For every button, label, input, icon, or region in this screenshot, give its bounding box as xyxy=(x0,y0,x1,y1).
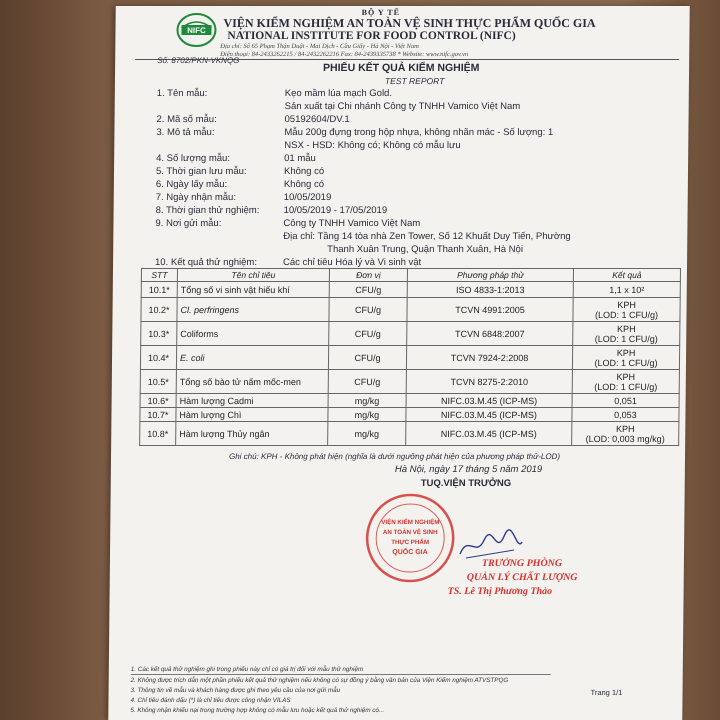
cell-name: Hàm lượng Cadmi xyxy=(176,394,328,408)
cell-result xyxy=(572,408,679,422)
cell-stt: 10.7* xyxy=(140,408,176,422)
cell-method: TCVN 8275-2:2010 xyxy=(406,370,572,394)
result-line: KPH xyxy=(615,423,635,434)
field-value: Mẫu 200g đựng trong hộp nhựa, không nhãn mác - Số lượng: 1 xyxy=(284,127,554,138)
cell-method: NIFC.03.M.45 (ICP-MS) xyxy=(406,422,572,446)
result-line: (LOD: 1 CFU/g) xyxy=(594,381,658,392)
field-value: Công ty TNHH Vamico Việt Nam xyxy=(283,218,421,229)
table-row xyxy=(141,322,680,346)
field-label: 4. Số lượng mẫu: xyxy=(156,153,231,164)
result-line: KPH xyxy=(616,347,636,358)
institute-name-en: NATIONAL INSTITUTE FOR FOOD CONTROL (NIFC) xyxy=(227,30,516,42)
cell-result xyxy=(573,322,680,346)
field-label: 10. Kết quả thử nghiệm: xyxy=(154,257,258,268)
table-row xyxy=(141,298,680,322)
field-label: 8. Thời gian thử nghiệm: xyxy=(155,205,260,216)
cell-result xyxy=(572,370,679,394)
field-label: 9. Nơi gửi mẫu: xyxy=(155,218,222,229)
result-line: (LOD: 1 CFU/g) xyxy=(594,309,659,320)
cell-unit: CFU/g xyxy=(329,282,407,298)
cell-result xyxy=(573,298,680,322)
institute-name-vi: VIỆN KIỂM NGHIỆM AN TOÀN VỆ SINH THỰC PHẨM QUỐC GIA xyxy=(223,16,596,30)
note-text: Ghi chú: KPH - Không phát hiện (nghĩa là dưới ngưỡng phát hiện của phương pháp thử-LOD) xyxy=(228,452,561,461)
cell-stt: 10.3* xyxy=(141,322,177,346)
table-row xyxy=(140,370,679,394)
result-line: 0,051 xyxy=(614,395,637,406)
cell-result xyxy=(572,346,679,370)
field-value: 05192604/DV.1 xyxy=(284,114,350,125)
result-line: (LOD: 1 CFU/g) xyxy=(594,333,658,344)
field-value: Các chỉ tiêu Hóa lý và Vi sinh vật xyxy=(282,257,422,268)
field-value: Không có xyxy=(283,179,325,190)
field-value: Kẹo mầm lúa mạch Gold. xyxy=(284,88,393,99)
result-line: KPH xyxy=(616,371,636,382)
result-line: (LOD: 0,003 mg/kg) xyxy=(585,433,665,444)
signatory-title: TUQ.VIỆN TRƯỞNG xyxy=(420,478,512,489)
nifc-logo xyxy=(175,12,217,48)
cell-method: TCVN 7924-2:2008 xyxy=(406,346,572,370)
cell-stt: 10.2* xyxy=(141,298,177,322)
footnote: 5. Không nhận khiếu nại trong trường hợp không có mẫu lưu hoặc kết quả thử nghiệm có... xyxy=(130,707,385,714)
institute-address: Địa chỉ: Số 65 Phạm Thận Duật - Mai Dịch - Cầu Giấy - Hà Nội - Việt Nam xyxy=(220,43,419,50)
column-header: Đơn vị xyxy=(329,269,407,282)
stamp-line: VIỆN KIỂM NGHIỆM xyxy=(381,519,440,526)
cell-unit: mg/kg xyxy=(328,394,406,408)
report-title: PHIẾU KẾT QUẢ KIỂM NGHIỆM xyxy=(323,62,480,74)
table-row xyxy=(140,346,679,370)
institute-contacts: Điện thoại: 84-2433262215 / 84-2432262216 Fax: 84-2439335738 * Website: www.nifc.gov.vn xyxy=(220,51,469,58)
result-line: (LOD: 1 CFU/g) xyxy=(594,357,658,368)
report-subtitle: TEST REPORT xyxy=(384,76,445,86)
cell-name: Coliforms xyxy=(177,322,329,346)
cell-name: Hàm lượng Chì xyxy=(176,408,328,422)
cell-method: NIFC.03.M.45 (ICP-MS) xyxy=(406,394,572,408)
table-row xyxy=(140,422,679,446)
field-label: 7. Ngày nhận mẫu: xyxy=(155,192,237,203)
field-value: 01 mẫu xyxy=(284,153,316,164)
field-value: Thanh Xuân Trung, Quận Thanh Xuân, Hà Nội xyxy=(327,244,524,255)
cell-method: TCVN 4991:2005 xyxy=(407,298,573,322)
stamp-line: QUỐC GIA xyxy=(392,549,428,556)
cell-method: ISO 4833-1:2013 xyxy=(407,282,573,298)
results-table xyxy=(139,268,681,446)
test-report-document xyxy=(108,6,689,720)
field-label: 1. Tên mẫu: xyxy=(156,88,208,99)
footnote: 2. Không được trích dẫn một phần phiếu kết quả thử nghiệm nếu không có sự đồng ý bằng văn bản của Viện Kiểm nghiệm ATVSTPQG xyxy=(130,677,509,684)
cell-unit: mg/kg xyxy=(328,408,406,422)
signer-name: TS. Lê Thị Phương Thảo xyxy=(447,586,553,597)
cell-method: NIFC.03.M.45 (ICP-MS) xyxy=(406,408,572,422)
table-row xyxy=(140,408,679,422)
page-number: Trang 1/1 xyxy=(590,688,623,697)
signer-position: TRƯỞNG PHÒNG xyxy=(481,558,563,569)
field-value: Sản xuất tại Chi nhánh Công ty TNHH Vamico Việt Nam xyxy=(284,101,521,112)
footnote: 4. Chỉ tiêu đánh dấu (*) là chỉ tiêu được công nhận VILAS xyxy=(130,697,291,704)
field-label: 3. Mô tả mẫu: xyxy=(156,127,215,138)
cell-unit: CFU/g xyxy=(328,370,406,394)
field-value: 10/05/2019 - 17/05/2019 xyxy=(283,205,388,216)
footnote-divider xyxy=(131,674,551,675)
cell-result xyxy=(572,394,679,408)
table-row xyxy=(140,394,679,408)
cell-stt: 10.6* xyxy=(140,394,176,408)
cell-name: Tổng số vi sinh vật hiếu khí xyxy=(177,282,329,298)
footnote: 1. Các kết quả thử nghiệm ghi trong phiếu này chỉ có giá trị đối với mẫu thử nghiệm xyxy=(130,666,364,673)
result-line: 0,053 xyxy=(614,409,637,420)
footnote: 3. Thông tin về mẫu và khách hàng được ghi theo yêu cầu của nơi gửi mẫu xyxy=(130,687,341,694)
field-label: 2. Mã số mẫu: xyxy=(156,114,217,125)
result-line: KPH xyxy=(617,323,636,334)
cell-name: Cl. perfringens xyxy=(177,298,329,322)
cell-unit: CFU/g xyxy=(328,346,406,370)
cell-name: Hàm lượng Thủy ngân xyxy=(176,422,328,446)
column-header: Phương pháp thử xyxy=(407,269,573,282)
field-label: 5. Thời gian lưu mẫu: xyxy=(155,166,247,177)
logo-text: NIFC xyxy=(187,26,206,35)
column-header: STT xyxy=(141,269,177,282)
signer-department: QUẢN LÝ CHẤT LƯỢNG xyxy=(466,572,578,583)
signature xyxy=(456,528,526,562)
column-header: Kết quả xyxy=(573,269,680,282)
cell-stt: 10.1* xyxy=(141,282,177,298)
stamp-line: AN TOÀN VỆ SINH xyxy=(382,529,438,536)
cell-name: Tổng số bào tử nấm mốc-men xyxy=(176,370,328,394)
cell-unit: mg/kg xyxy=(328,422,406,446)
ministry-label: BỘ Y TẾ xyxy=(361,8,400,17)
cell-method: TCVN 6848:2007 xyxy=(407,322,573,346)
cell-unit: CFU/g xyxy=(329,322,407,346)
field-value: Không có xyxy=(283,166,325,177)
issue-date: Hà Nội, ngày 17 tháng 5 năm 2019 xyxy=(394,464,543,475)
official-stamp xyxy=(364,492,457,584)
stamp-line: THỰC PHẨM xyxy=(391,539,430,546)
cell-unit: CFU/g xyxy=(329,298,407,322)
document-number: Số: 8702/PKN-VKNQG xyxy=(157,56,240,65)
cell-result xyxy=(572,422,679,446)
table-row xyxy=(141,282,680,298)
result-line: KPH xyxy=(617,299,636,310)
cell-result xyxy=(573,282,680,298)
cell-stt: 10.5* xyxy=(140,370,176,394)
cell-stt: 10.4* xyxy=(140,346,176,370)
column-header: Tên chỉ tiêu xyxy=(177,269,329,282)
cell-name: E. coli xyxy=(176,346,328,370)
cell-stt: 10.8* xyxy=(140,422,176,446)
field-value: 10/05/2019 xyxy=(283,192,332,203)
result-line: 1,1 x 10² xyxy=(609,284,645,295)
field-value: NSX - HSD: Không có; Không có mẫu lưu xyxy=(284,140,461,151)
field-label: 6. Ngày lấy mẫu: xyxy=(155,179,228,190)
field-value: Địa chỉ: Tầng 14 tòa nhà Zen Tower, Số 12 Khuất Duy Tiến, Phường xyxy=(283,231,571,242)
table-header-row xyxy=(141,269,680,282)
